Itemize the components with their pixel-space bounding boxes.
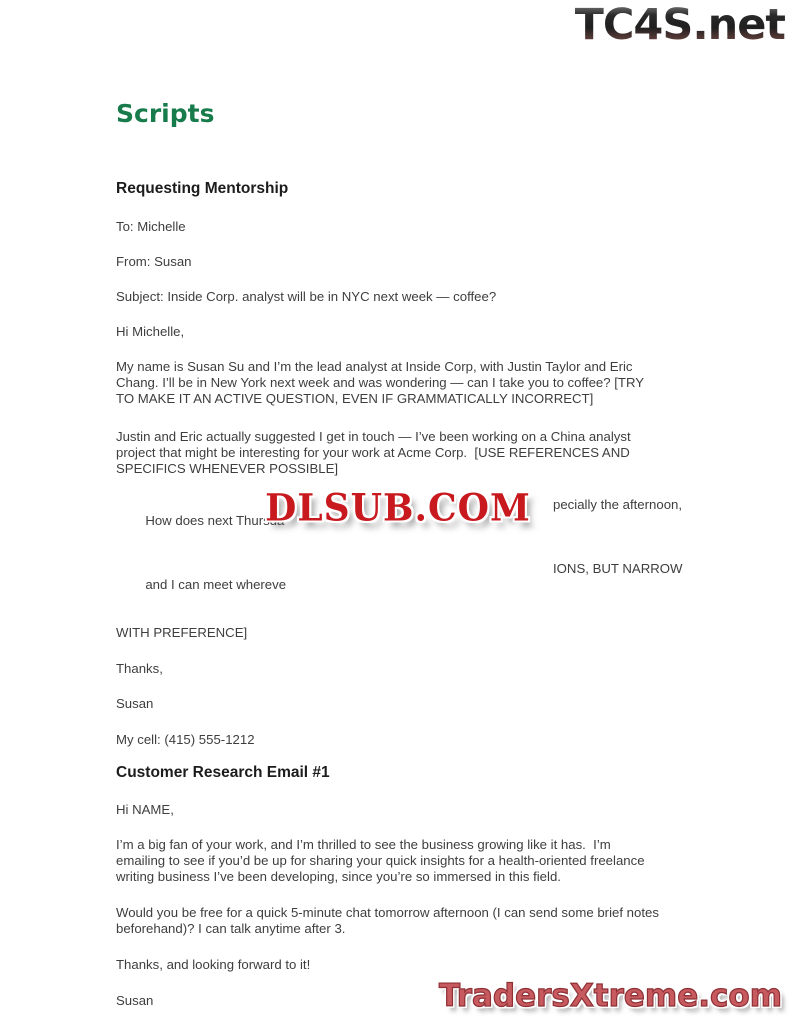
email-closing: Thanks, and looking forward to it! <box>116 957 311 972</box>
line-fragment-left: How does next Thursda <box>145 513 285 528</box>
paragraph-line <box>116 561 682 625</box>
paragraph <box>116 359 682 407</box>
email-subject-line: Subject: Inside Corp. analyst will be in NYC next week — coffee? <box>116 289 497 304</box>
email-signature: Susan <box>116 993 154 1008</box>
email-greeting: Hi NAME, <box>116 802 174 817</box>
email-greeting: Hi Michelle, <box>116 324 185 339</box>
dlsub-watermark: DLSUB.COM <box>265 485 531 530</box>
email-closing: Thanks, <box>116 661 163 676</box>
paragraph <box>116 837 682 885</box>
email-cell-line: My cell: (415) 555-1212 <box>116 732 255 747</box>
paragraph-line: TO MAKE IT AN ACTIVE QUESTION, EVEN IF GRAMMATICALLY INCORRECT] <box>116 391 594 406</box>
line-fragment-right: pecially the afternoon, <box>553 497 683 512</box>
tc4s-watermark-logo: TC4S.net <box>574 0 785 50</box>
paragraph-line: beforehand)? I can talk anytime after 3. <box>116 921 346 936</box>
paragraph <box>116 905 682 937</box>
page-title: Scripts <box>116 99 215 128</box>
paragraph-line: I’m a big fan of your work, and I’m thrilled to see the business growing like it has. I’m <box>116 837 611 852</box>
line-fragment-left: and I can meet whereve <box>145 577 287 592</box>
line-fragment-right: IONS, BUT NARROW <box>553 561 683 576</box>
email-to-line: To: Michelle <box>116 219 186 234</box>
tradersxtreme-watermark-logo: TradersXtreme.com <box>438 978 782 1014</box>
paragraph-line: Would you be free for a quick 5-minute chat tomorrow afternoon (I can send some brief notes <box>116 905 659 920</box>
section-heading-customer-research: Customer Research Email #1 <box>116 764 330 781</box>
paragraph-line: Chang. I’ll be in New York next week and was wondering — can I take you to coffee? [TRY <box>116 375 645 390</box>
email-signature: Susan <box>116 696 154 711</box>
paragraph-line: My name is Susan Su and I’m the lead analyst at Inside Corp, with Justin Taylor and Eric <box>116 359 633 374</box>
paragraph-line: project that might be interesting for your work at Acme Corp. [USE REFERENCES AND <box>116 445 630 460</box>
paragraph-line: writing business I’ve been developing, since you’re so immersed in this field. <box>116 869 561 884</box>
paragraph-line: WITH PREFERENCE] <box>116 625 248 640</box>
paragraph <box>116 429 682 477</box>
paragraph-line: SPECIFICS WHENEVER POSSIBLE] <box>116 461 339 476</box>
paragraph-line: emailing to see if you’d be up for sharing your quick insights for a health-oriented freelance <box>116 853 645 868</box>
paragraph-line: Justin and Eric actually suggested I get in touch — I’ve been working on a China analyst <box>116 429 631 444</box>
email-from-line: From: Susan <box>116 254 192 269</box>
section-heading-requesting-mentorship: Requesting Mentorship <box>116 180 289 197</box>
